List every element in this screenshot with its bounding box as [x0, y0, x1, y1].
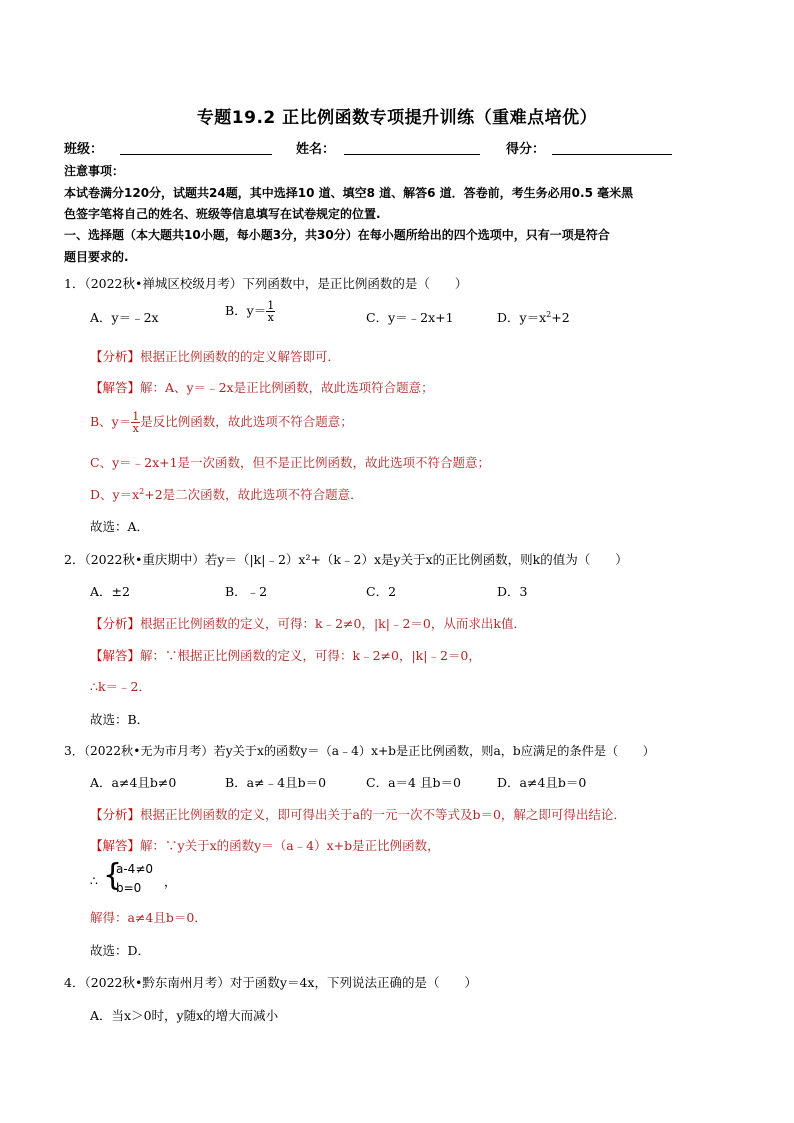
score-label: 得分：	[506, 142, 546, 157]
notes-line-1: 本试卷满分120分，试题共24题，其中选择10 道、填空8 道、解答6 道．答卷前，考生务必用0.5 毫米黑	[64, 186, 634, 200]
q1-answer-a	[90, 378, 434, 396]
q3-stem: 3．（2022秋•无为市月考）若y关于x的函数y＝（a﹣4）x+b是正比例函数，则a，b应满足的条件是（ ）	[64, 744, 655, 758]
q1-stem: 1．（2022秋•禅城区校级月考）下列函数中，是正比例函数的是（ ）	[64, 276, 468, 291]
q2-choice: 故选：B．	[90, 712, 150, 727]
exponent: 2	[139, 486, 145, 496]
analysis-text: 根据正比例函数的的定义解答即可．	[140, 349, 341, 364]
q1-option-b-label: B．y＝	[225, 303, 267, 318]
name-field[interactable]	[344, 140, 480, 155]
q3-solve: 解得：a≠4且b＝0．	[90, 910, 207, 925]
q2-analysis	[90, 614, 526, 632]
q3-choice: 故选：D．	[90, 943, 151, 958]
fraction-denominator: x	[132, 422, 139, 435]
q2-answer	[90, 646, 481, 664]
q3-analysis	[90, 805, 626, 823]
q1-option-d	[497, 308, 570, 326]
q4-option-a: A．当x＞0时，y随x的增大而减小	[90, 1008, 279, 1023]
exponent: 2	[546, 309, 552, 319]
system-eq-2: b=0	[116, 881, 142, 895]
analysis-text: 根据正比例函数的定义，即可得出关于a的一元一次不等式及b＝0，解之即可得出结论．	[140, 807, 626, 822]
q3-therefore: ∴	[90, 873, 98, 888]
q1-answer-b	[90, 411, 353, 434]
analysis-text: 根据正比例函数的定义，可得：k﹣2≠0，|k|﹣2＝0，从而求出k值．	[140, 616, 526, 631]
answer-d-label: D、y＝x	[90, 487, 140, 502]
answer-tag: 【解答】	[90, 380, 141, 395]
section-heading-line-2: 题目要求的.	[64, 250, 129, 264]
section-heading-line-1: 一、选择题（本大题共10小题，每小题3分，共30分）在每小题所给出的四个选项中，只有一项是符合	[64, 228, 610, 242]
q3-answer	[90, 836, 440, 854]
q1-option-b-fraction	[266, 300, 275, 323]
q1-answer-c: C、y＝﹣2x+1是一次函数，但不是正比例函数，故此选项不符合题意；	[90, 455, 491, 470]
fraction-numerator: 1	[267, 299, 275, 312]
q1-option-a: A．y＝﹣2x	[90, 310, 159, 325]
q1-choice: 故选：A．	[90, 519, 150, 534]
answer-b-text: 是反比例函数，故此选项不符合题意；	[140, 414, 353, 429]
q1-analysis	[90, 347, 340, 365]
q2-option-b: B．﹣2	[225, 584, 268, 599]
answer-b-fraction	[131, 411, 140, 434]
system-eq-1: a-4≠0	[116, 862, 154, 876]
name-label: 姓名：	[296, 142, 336, 157]
system-brace: {	[103, 858, 123, 893]
q3-option-b: B．a≠﹣4且b＝0	[225, 775, 327, 790]
system-comma: ，	[164, 874, 177, 889]
q2-therefore: ∴k＝﹣2．	[90, 679, 151, 694]
q2-option-a: A．±2	[90, 584, 130, 599]
analysis-tag: 【分析】	[90, 807, 141, 822]
analysis-tag: 【分析】	[90, 616, 141, 631]
q1-option-b	[225, 300, 275, 323]
answer-tag: 【解答】	[90, 648, 141, 663]
q2-option-d: D．3	[497, 584, 528, 599]
q3-option-d: D．a≠4且b＝0	[497, 775, 587, 790]
q1-option-d-label: D．y＝x	[497, 310, 547, 325]
q1-option-d-rest: +2	[551, 310, 570, 325]
class-label: 班级：	[64, 142, 104, 157]
answer-tag: 【解答】	[90, 838, 141, 853]
class-field[interactable]	[120, 140, 272, 155]
notes-heading: 注意事项：	[64, 164, 125, 178]
answer-b-label: B、y＝	[90, 414, 132, 429]
q1-option-c: C．y＝﹣2x+1	[366, 310, 454, 325]
answer-text: 解：∵y关于x的函数y＝（a﹣4）x+b是正比例函数，	[140, 838, 440, 853]
q3-option-c: C．a＝4 且b＝0	[366, 775, 461, 790]
answer-text: 解：∵根据正比例函数的定义，可得：k﹣2≠0，|k|﹣2＝0，	[140, 648, 481, 663]
fraction-numerator: 1	[132, 410, 140, 423]
page-title: 专题19.2 正比例函数专项提升训练（重难点培优）	[196, 108, 598, 128]
notes-line-2: 色签字笔将自己的姓名、班级等信息填写在试卷规定的位置.	[64, 207, 381, 221]
q3-option-a: A．a≠4且b≠0	[90, 775, 177, 790]
analysis-tag: 【分析】	[90, 349, 141, 364]
q4-stem: 4．（2022秋•黔东南州月考）对于函数y＝4x，下列说法正确的是（ ）	[64, 975, 477, 990]
q2-option-c: C．2	[366, 584, 397, 599]
answer-d-text: +2是二次函数，故此选项不符合题意．	[144, 487, 363, 502]
answer-text: 解：A、y＝﹣2x是正比例函数，故此选项符合题意；	[140, 380, 434, 395]
q2-stem: 2．（2022秋•重庆期中）若y＝（|k|﹣2）x²+（k﹣2）x是y关于x的正比例函数，则k的值为（ ）	[64, 552, 628, 567]
fraction-denominator: x	[267, 311, 274, 324]
score-field[interactable]	[552, 140, 672, 155]
q1-answer-d	[90, 485, 363, 503]
